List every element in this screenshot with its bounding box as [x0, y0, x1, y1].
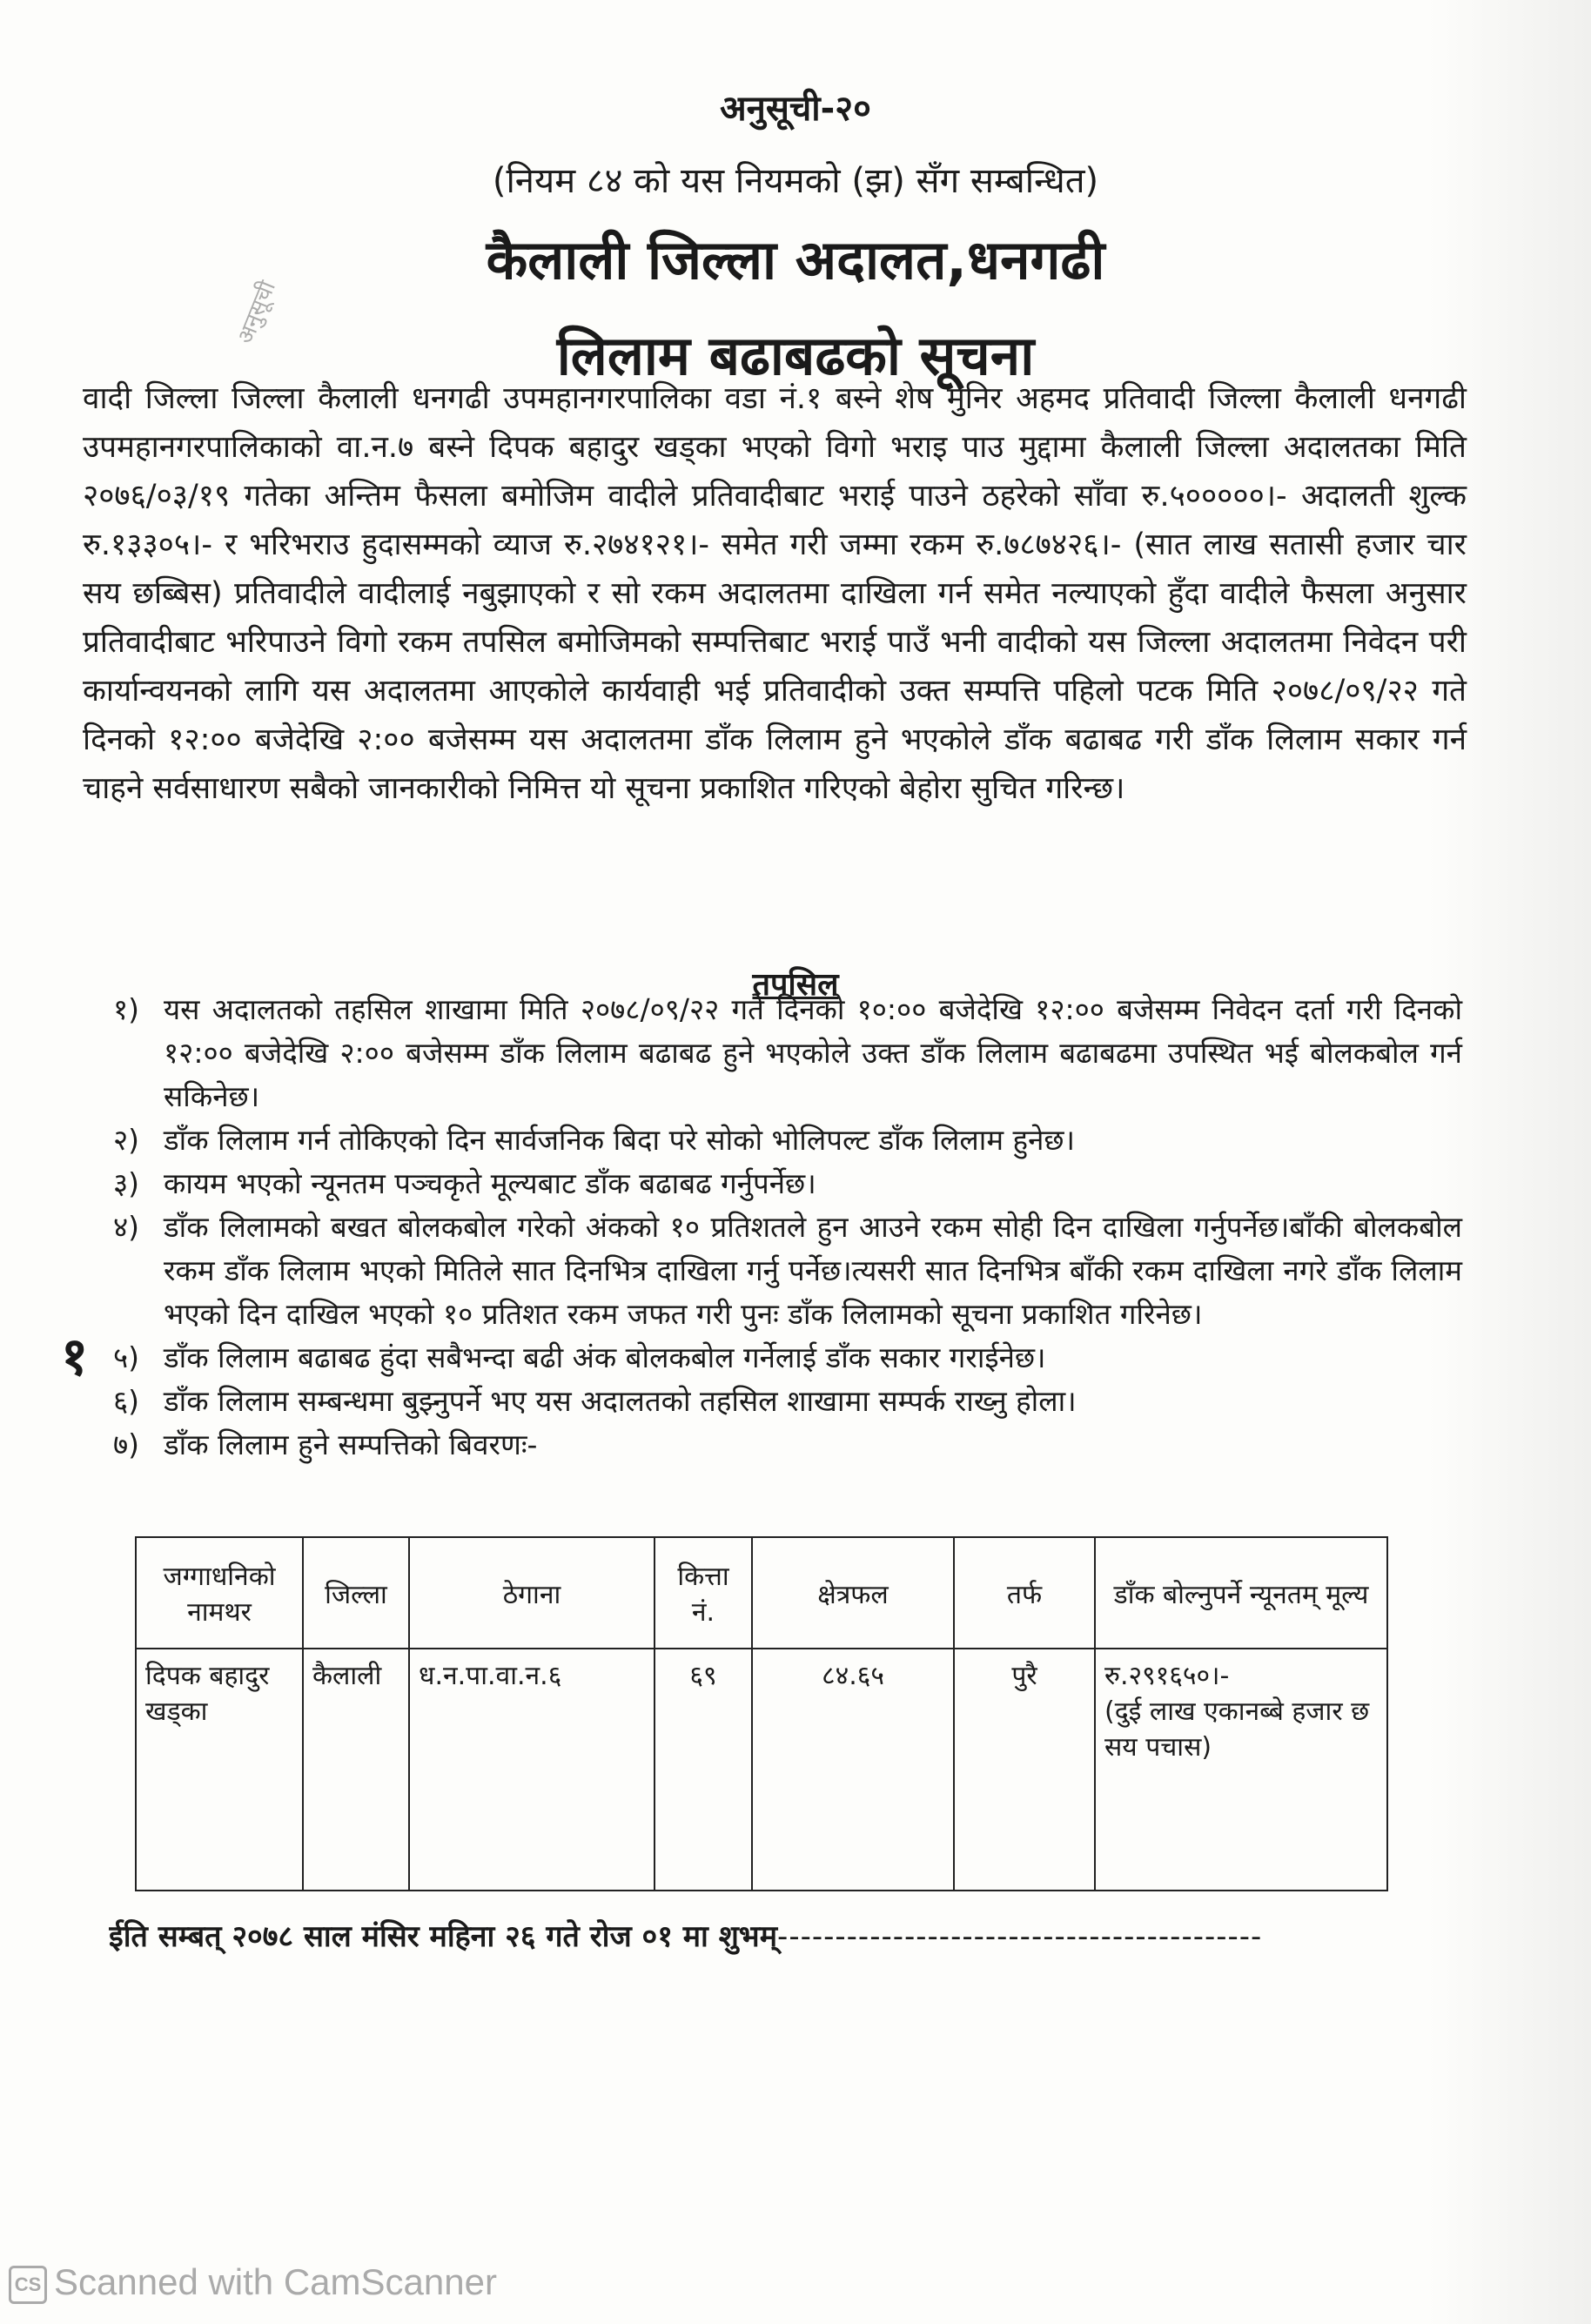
notice-body-paragraph: वादी जिल्ला जिल्ला कैलाली धनगढी उपमहानगरपालिका वडा नं.१ बस्ने शेष मुनिर अहमद प्रतिवादी जिल्ला कैलाली धनगढी उपमहानगरपालिकाको वा.न.७ बस्ने दिपक बहादुर खड्का भएको विगो भराइ पाउ मुद्दामा कैलाली जिल्ला अदालतका मिति २०७६/०३/१९ गतेका अन्तिम फैसला बमोजिम वादीले प्रतिवादीबाट भराई पाउने ठहरेको साँवा रु.५०००००।- अदालती शुल्क रु.१३३०५।- र भरिभराउ हुदासम्मको व्याज रु.२७४१२१।- समेत गरी जम्मा रकम रु.७८७४२६।- (सात लाख सतासी हजार चार सय छब्बिस) प्रतिवादीले वादीलाई नबुझाएको र सो रकम अदालतमा दाखिला गर्न समेत नल्याएको हुँदा वादीले फैसला अनुसार प्रतिवादीबाट भरिपाउने विगो रकम तपसिल बमोजिमको सम्पत्तिबाट भराई पाउँ भनी वादीको यस जिल्ला अदालतमा निवेदन परी कार्यान्वयनको लागि यस अदालतमा आएकोले कार्यवाही भई प्रतिवादीको उक्त सम्पत्ति पहिलो पटक मिति २०७८/०९/२२ गते दिनको १२:०० बजेदेखि २:०० बजेसम्म यस अदालतमा डाँक लिलाम हुने भएकोले डाँक बढाबढ गरी डाँक लिलाम सकार गर्न चाहने सर्वसाधारण सबैको जानकारीको निमित्त यो सूचना प्रकाशित गरिएको बेहोरा सुचित गरिन्छ।	[83, 381, 1467, 806]
court-name: कैलाली जिल्ला अदालत,धनगढी	[486, 228, 1105, 292]
cell-district: कैलाली	[303, 1649, 409, 1891]
header-kitta: कित्ता नं.	[655, 1537, 752, 1649]
list-item-number: ६)	[113, 1384, 140, 1418]
list-item	[113, 1162, 1462, 1206]
table-header-row	[136, 1537, 1387, 1649]
list-item	[113, 1206, 1462, 1336]
min-value-words: (दुई लाख एकानब्बे हजार छ सय पचास)	[1104, 1696, 1370, 1763]
list-item-text: यस अदालतको तहसिल शाखामा मिति २०७८/०९/२२ गते दिनको १०:०० बजेदेखि १२:०० बजेसम्म निवेदन दर्ता गरी दिनको १२:०० बजेदेखि २:०० बजेसम्म डाँक लिलाम बढाबढ हुने भएकोले उक्त डाँक लिलाम बढाबढमा उपस्थित भई बोलकबोल गर्न सकिनेछ।	[164, 992, 1462, 1113]
cell-area: ८४.६५	[752, 1649, 954, 1891]
list-item-number: ५)	[113, 1340, 140, 1374]
faded-stamp: अनुसूची	[232, 277, 281, 348]
closing-line	[109, 1915, 1397, 1955]
property-details-table	[135, 1536, 1388, 1891]
camscanner-footer	[9, 2261, 497, 2304]
list-item-number: ७)	[113, 1427, 140, 1461]
list-item	[113, 1336, 1462, 1380]
list-item	[113, 1118, 1462, 1162]
notice-title: लिलाम बढाबढको सूचना	[556, 324, 1035, 387]
cell-min-value	[1095, 1649, 1387, 1891]
tapsil-heading: तपसिल	[752, 967, 839, 1003]
list-item-text: कायम भएको न्यूनतम पञ्चकृते मूल्यबाट डाँक बढाबढ गर्नुपर्नेछ।	[164, 1166, 816, 1200]
list-item	[113, 1423, 1462, 1467]
closing-text: ईति सम्बत् २०७८ साल मंसिर महिना २६ गते रोज ०१ मा शुभम्	[109, 1919, 778, 1954]
list-item-number: १)	[113, 992, 140, 1026]
list-item-text: डाँक लिलाम गर्न तोकिएको दिन सार्वजनिक बिदा परे सोको भोलिपल्ट डाँक लिलाम हुनेछ।	[164, 1123, 1076, 1157]
table-row	[136, 1649, 1387, 1891]
tapsil-list	[113, 988, 1462, 1467]
header-min-value: डाँक बोल्नुपर्ने न्यूनतम् मूल्य	[1095, 1537, 1387, 1649]
header-side: तर्फ	[954, 1537, 1095, 1649]
footer-text: Scanned with CamScanner	[54, 2261, 497, 2302]
cell-kitta: ६९	[655, 1649, 752, 1891]
header-area: क्षेत्रफल	[752, 1537, 954, 1649]
header-district: जिल्ला	[303, 1537, 409, 1649]
signature-dashes: ------------------------------------------	[777, 1919, 1263, 1954]
camscanner-logo-icon: CS	[9, 2266, 47, 2304]
list-item	[113, 988, 1462, 1118]
list-item-text: डाँक लिलाम बढाबढ हुंदा सबैभन्दा बढी अंक बोलकबोल गर्नेलाई डाँक सकार गराईनेछ।	[164, 1340, 1046, 1374]
list-item-text: डाँक लिलाम सम्बन्धमा बुझ्नुपर्ने भए यस अदालतको तहसिल शाखामा सम्पर्क राख्नु होला।	[164, 1384, 1077, 1418]
list-item-number: ३)	[113, 1166, 140, 1200]
margin-handwritten-mark: १	[61, 1327, 89, 1387]
min-value-amount: रु.२९१६५०।-	[1104, 1661, 1230, 1691]
cell-address: ध.न.पा.वा.न.६	[409, 1649, 655, 1891]
list-item	[113, 1380, 1462, 1423]
list-item-text: डाँक लिलामको बखत बोलकबोल गरेको अंकको १० प्रतिशतले हुन आउने रकम सोही दिन दाखिला गर्नुपर्नेछ।बाँकी बोलकबोल रकम डाँक लिलाम भएको मितिले सात दिनभित्र दाखिला गर्नु पर्नेछ।त्यसरी सात दिनभित्र बाँकी रकम दाखिला नगरे डाँक लिलाम भएको दिन दाखिल भएको १० प्रतिशत रकम जफत गरी पुनः डाँक लिलामको सूचना प्रकाशित गरिनेछ।	[164, 1210, 1462, 1331]
list-item-text: डाँक लिलाम हुने सम्पत्तिको बिवरणः-	[164, 1427, 538, 1461]
header-address: ठेगाना	[409, 1537, 655, 1649]
rule-reference: (नियम ८४ को यस नियमको (झ) सँग सम्बन्धित)	[492, 161, 1099, 201]
schedule-number: अनुसूची-२०	[720, 89, 871, 129]
list-item-number: ४)	[113, 1210, 140, 1244]
cell-side: पुरै	[954, 1649, 1095, 1891]
cell-owner: दिपक बहादुर खड्का	[136, 1649, 303, 1891]
header-owner: जग्गाधनिको नामथर	[136, 1537, 303, 1649]
list-item-number: २)	[113, 1123, 140, 1157]
